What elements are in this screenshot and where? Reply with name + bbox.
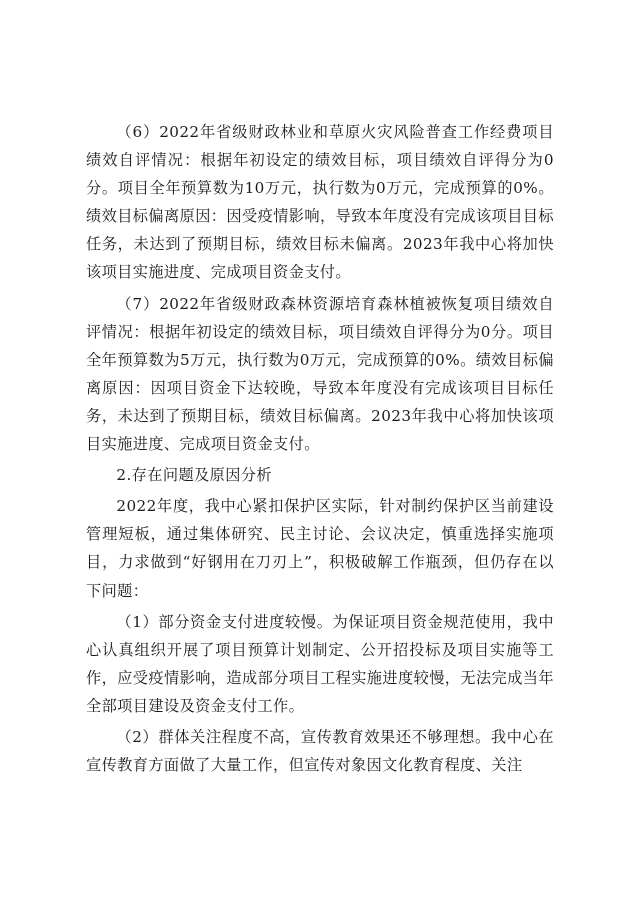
paragraph-item-7: （7）2022年省级财政森林资源培育森林植被恢复项目绩效自评情况：根据年初设定的绩效目标，项目绩效自评得分为0分。项目全年预算数为5万元，执行数为0万元，完成预算的0%。绩效目标偏离原因：因项目资金下达较晚，导致本年度没有完成该项目目标任务，未达到了预期目标，绩效目标偏离。2023年我中心将加快该项目实施进度、完成项目资金支付。: [86, 294, 554, 454]
paragraph-intro: 2022年度，我中心紧扣保护区实际，针对制约保护区当前建设管理短板，通过集体研究、民主讨论、会议决定，慎重选择实施项目，力求做到“好钢用在刀刃上”，积极破解工作瓶颈，但仍存在以下问题：: [86, 497, 554, 600]
paragraph-item-6: （6）2022年省级财政林业和草原火灾风险普查工作经费项目绩效自评情况：根据年初设定的绩效目标，项目绩效自评得分为0分。项目全年预算数为10万元，执行数为0万元，完成预算的0%。绩效目标偏离原因：因受疫情影响，导致本年度没有完成该项目目标任务，未达到了预期目标，绩效目标未偏离。2023年我中心将加快该项目实施进度、完成项目资金支付。: [86, 123, 554, 282]
section-heading-problems: 2.存在问题及原因分析: [116, 466, 272, 485]
paragraph-problem-2: （2）群体关注程度不高，宣传教育效果还不够理想。我中心在宣传教育方面做了大量工作，但宣传对象因文化教育程度、关注: [86, 727, 554, 775]
document-body: [86, 118, 554, 782]
paragraph-problem-1: （1）部分资金支付进度较慢。为保证项目资金规范使用，我中心认真组织开展了项目预算计划制定、公开招投标及项目实施等工作，应受疫情影响，造成部分项目工程实施进度较慢，无法完成当年全部项目建设及资金支付工作。: [86, 612, 554, 715]
